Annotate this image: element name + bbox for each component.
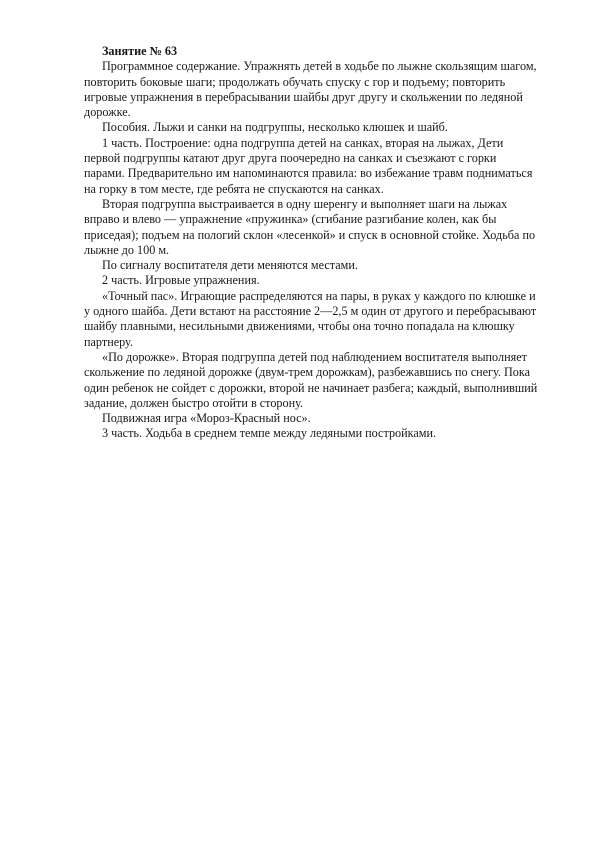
paragraph-swap-signal: По сигналу воспитателя дети меняются местами. [102, 258, 358, 273]
paragraph-part-2: 2 часть. Игровые упражнения. [102, 273, 260, 288]
paragraph-outdoor-game: Подвижная игра «Мороз-Красный нос». [102, 411, 311, 426]
paragraph-materials: Пособия. Лыжи и санки на подгруппы, несколько клюшек и шайб. [102, 120, 448, 135]
document-page [84, 44, 539, 442]
paragraph-on-the-track: «По дорожке». Вторая подгруппа детей под наблюдением воспитателя выполняет скольжение по ледяной дорожке (двум-трем дорожкам), разбежавшись по снегу. Пока один ребенок не сойдет с дорожки, второй не начинает разбега; каждый, выполнивший задание, должен быстро отойти в сторону. [84, 349, 538, 410]
lesson-title: Занятие № 63 [102, 44, 178, 58]
paragraph-part-1: 1 часть. Построение: одна подгруппа детей на санках, вторая на лыжах, Дети первой подгруппы катают друг друга поочередно на санках и съезжают с горки парами. Предварительно им напоминаются правила: во избежание травм подниматься на горку в том месте, где ребята не спускаются на санках. [84, 135, 533, 196]
paragraph-program-content: Программное содержание. Упражнять детей в ходьбе по лыжне скользящим шагом, повторить боковые шаги; продолжать обучать спуску с гор и подъему; повторить игровые упражнения в перебрасывании шайбы друг другу и скольжении по ледяной дорожке. [84, 59, 537, 120]
paragraph-exact-pass: «Точный пас». Играющие распределяются на пары, в руках у каждого по клюшке и у одного шайба. Дети встают на расстояние 2—2,5 м один от другого и перебрасывают шайбу плавными, несильными движениями, чтобы она точно попадала на клюшку партнеру. [84, 288, 537, 349]
paragraph-part-3: 3 часть. Ходьба в среднем темпе между ледяными постройками. [102, 426, 437, 441]
paragraph-second-subgroup: Вторая подгруппа выстраивается в одну шеренгу и выполняет шаги на лыжах вправо и влево — упражнение «пружинка» (сгибание разгибание колен, как бы приседая); подъем на пологий склон «лесенкой» и спуск в основной стойке. Ходьба по лыжне до 100 м. [84, 196, 536, 257]
